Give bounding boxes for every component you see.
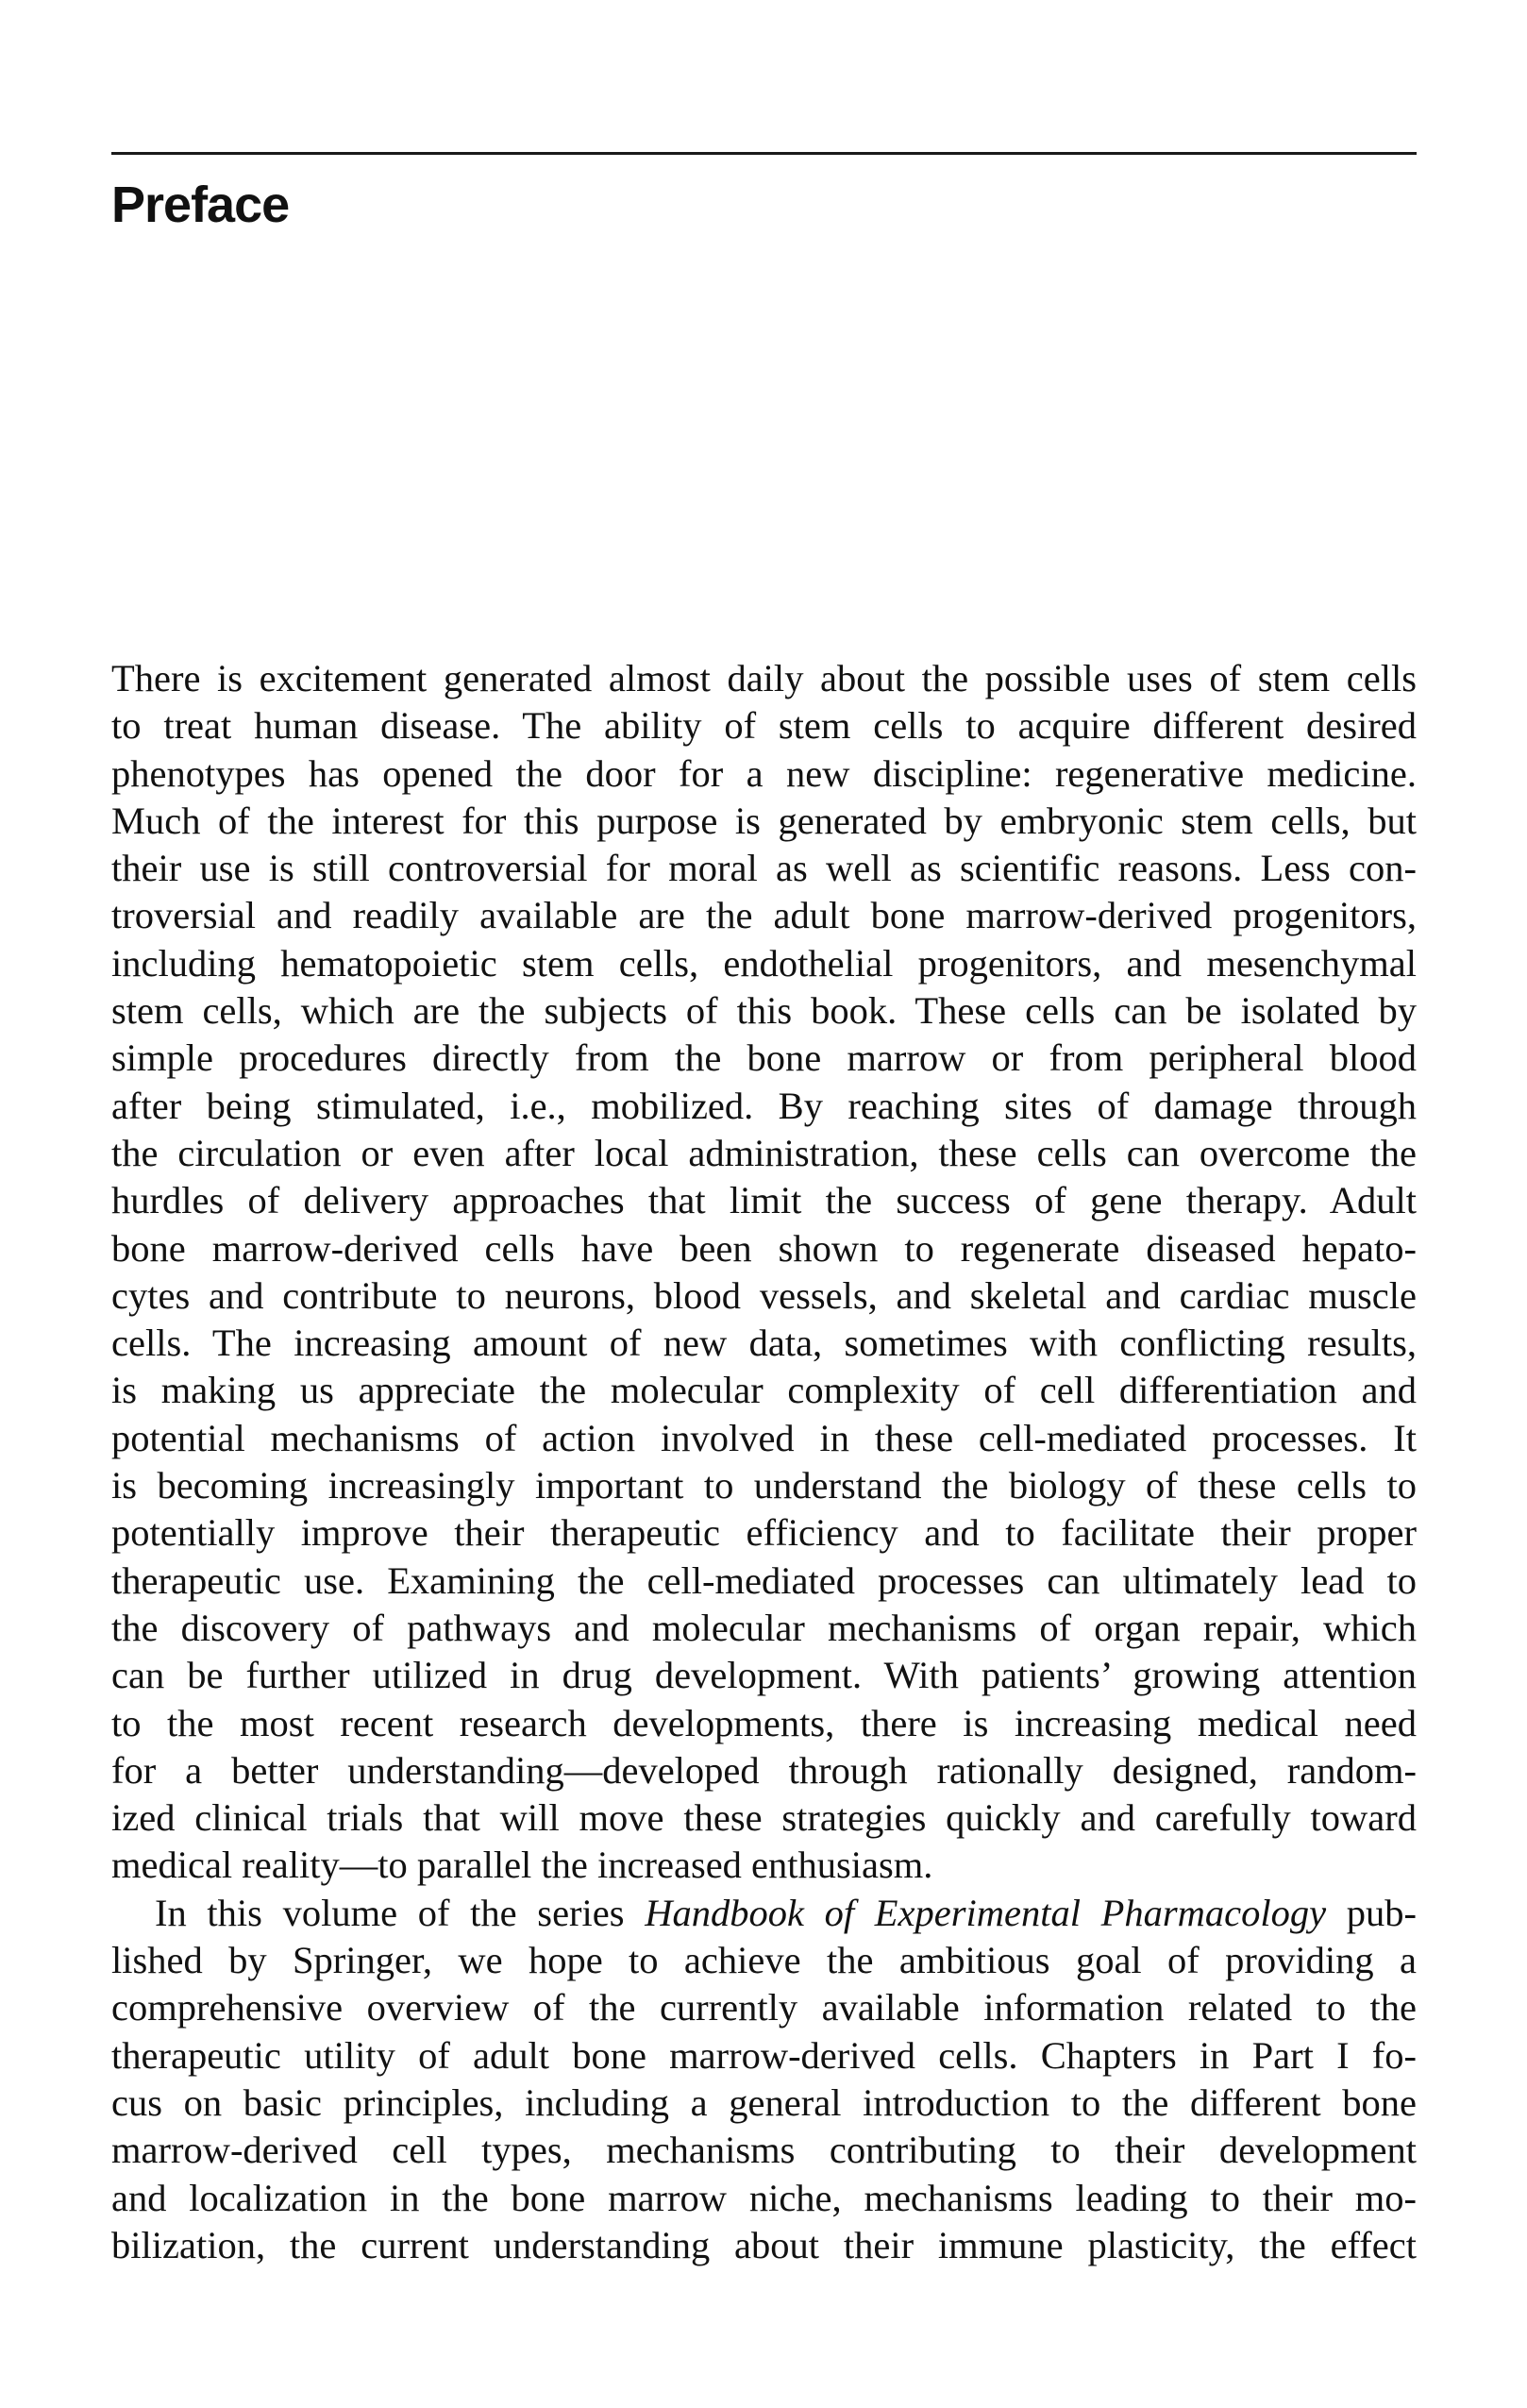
text-line: phenotypes has opened the door for a new discipline: regenerative medicine. [111,751,1417,795]
text-line: potentially improve their therapeutic efficiency and to facilitate their proper [111,1511,1417,1555]
text-line: simple procedures directly from the bone marrow or from peripheral blood [111,1036,1417,1080]
text-line: cus on basic principles, including a general introduction to the different bone [111,2080,1417,2124]
text-line [111,1890,1417,1937]
text-line: and localization in the bone marrow niche, mechanisms leading to their mo- [111,2176,1417,2219]
text-line: Much of the interest for this purpose is generated by embryonic stem cells, but [111,799,1417,842]
text-line: for a better understanding—developed through rationally designed, random- [111,1748,1417,1792]
text-line: potential mechanisms of action involved in these cell-mediated processes. It [111,1416,1417,1459]
series-title: Handbook of Experimental Pharmacology [645,1891,1327,1934]
text-line: hurdles of delivery approaches that limit the success of gene therapy. Adult [111,1179,1417,1222]
text-line: to the most recent research developments, there is increasing medical need [111,1701,1417,1744]
text-line: cytes and contribute to neurons, blood vessels, and skeletal and cardiac muscle [111,1273,1417,1317]
text-line: lished by Springer, we hope to achieve the ambitious goal of providing a [111,1939,1417,1982]
text-line: ized clinical trials that will move these strategies quickly and carefully toward [111,1796,1417,1840]
text-line: therapeutic utility of adult bone marrow-derived cells. Chapters in Part I fo- [111,2033,1417,2077]
text-line: is becoming increasingly important to understand the biology of these cells to [111,1464,1417,1507]
text-line: medical reality—to parallel the increased enthusiasm. [111,1844,933,1887]
text-line: marrow-derived cell types, mechanisms contributing to their development [111,2129,1417,2172]
text-line: comprehensive overview of the currently available information related to the [111,1986,1417,2029]
text-line: bone marrow-derived cells have been shown to regenerate diseased hepato- [111,1226,1417,1270]
text-line: bilization, the current understanding about their immune plasticity, the effect [111,2223,1417,2266]
text-line: stem cells, which are the subjects of this book. These cells can be isolated by [111,989,1417,1033]
page-title: Preface [111,177,290,233]
paragraph-2 [111,1890,1417,2269]
preface-body [111,655,1417,2269]
text-line: the circulation or even after local administration, these cells can overcome the [111,1131,1417,1174]
text-line: after being stimulated, i.e., mobilized. By reaching sites of damage through [111,1084,1417,1127]
text-line: their use is still controversial for moral as well as scientific reasons. Less con- [111,847,1417,890]
text-line: including hematopoietic stem cells, endothelial progenitors, and mesenchymal [111,941,1417,985]
text-line: the discovery of pathways and molecular mechanisms of organ repair, which [111,1606,1417,1649]
text-line: cells. The increasing amount of new data, sometimes with conflicting results, [111,1322,1417,1365]
text-line: therapeutic use. Examining the cell-mediated processes can ultimately lead to [111,1558,1417,1602]
text-run: pub- [1326,1891,1417,1934]
text-run: In this volume of the series [155,1891,646,1934]
text-line: to treat human disease. The ability of stem cells to acquire different desired [111,704,1417,748]
header-rule [111,152,1417,155]
text-line: can be further utilized in drug development. With patients’ growing attention [111,1654,1417,1697]
text-line: is making us appreciate the molecular complexity of cell differentiation and [111,1369,1417,1412]
text-line: troversial and readily available are the adult bone marrow-derived progenitors, [111,894,1417,937]
text-line: There is excitement generated almost daily about the possible uses of stem cells [111,657,1417,699]
paragraph-1 [111,655,1417,1890]
